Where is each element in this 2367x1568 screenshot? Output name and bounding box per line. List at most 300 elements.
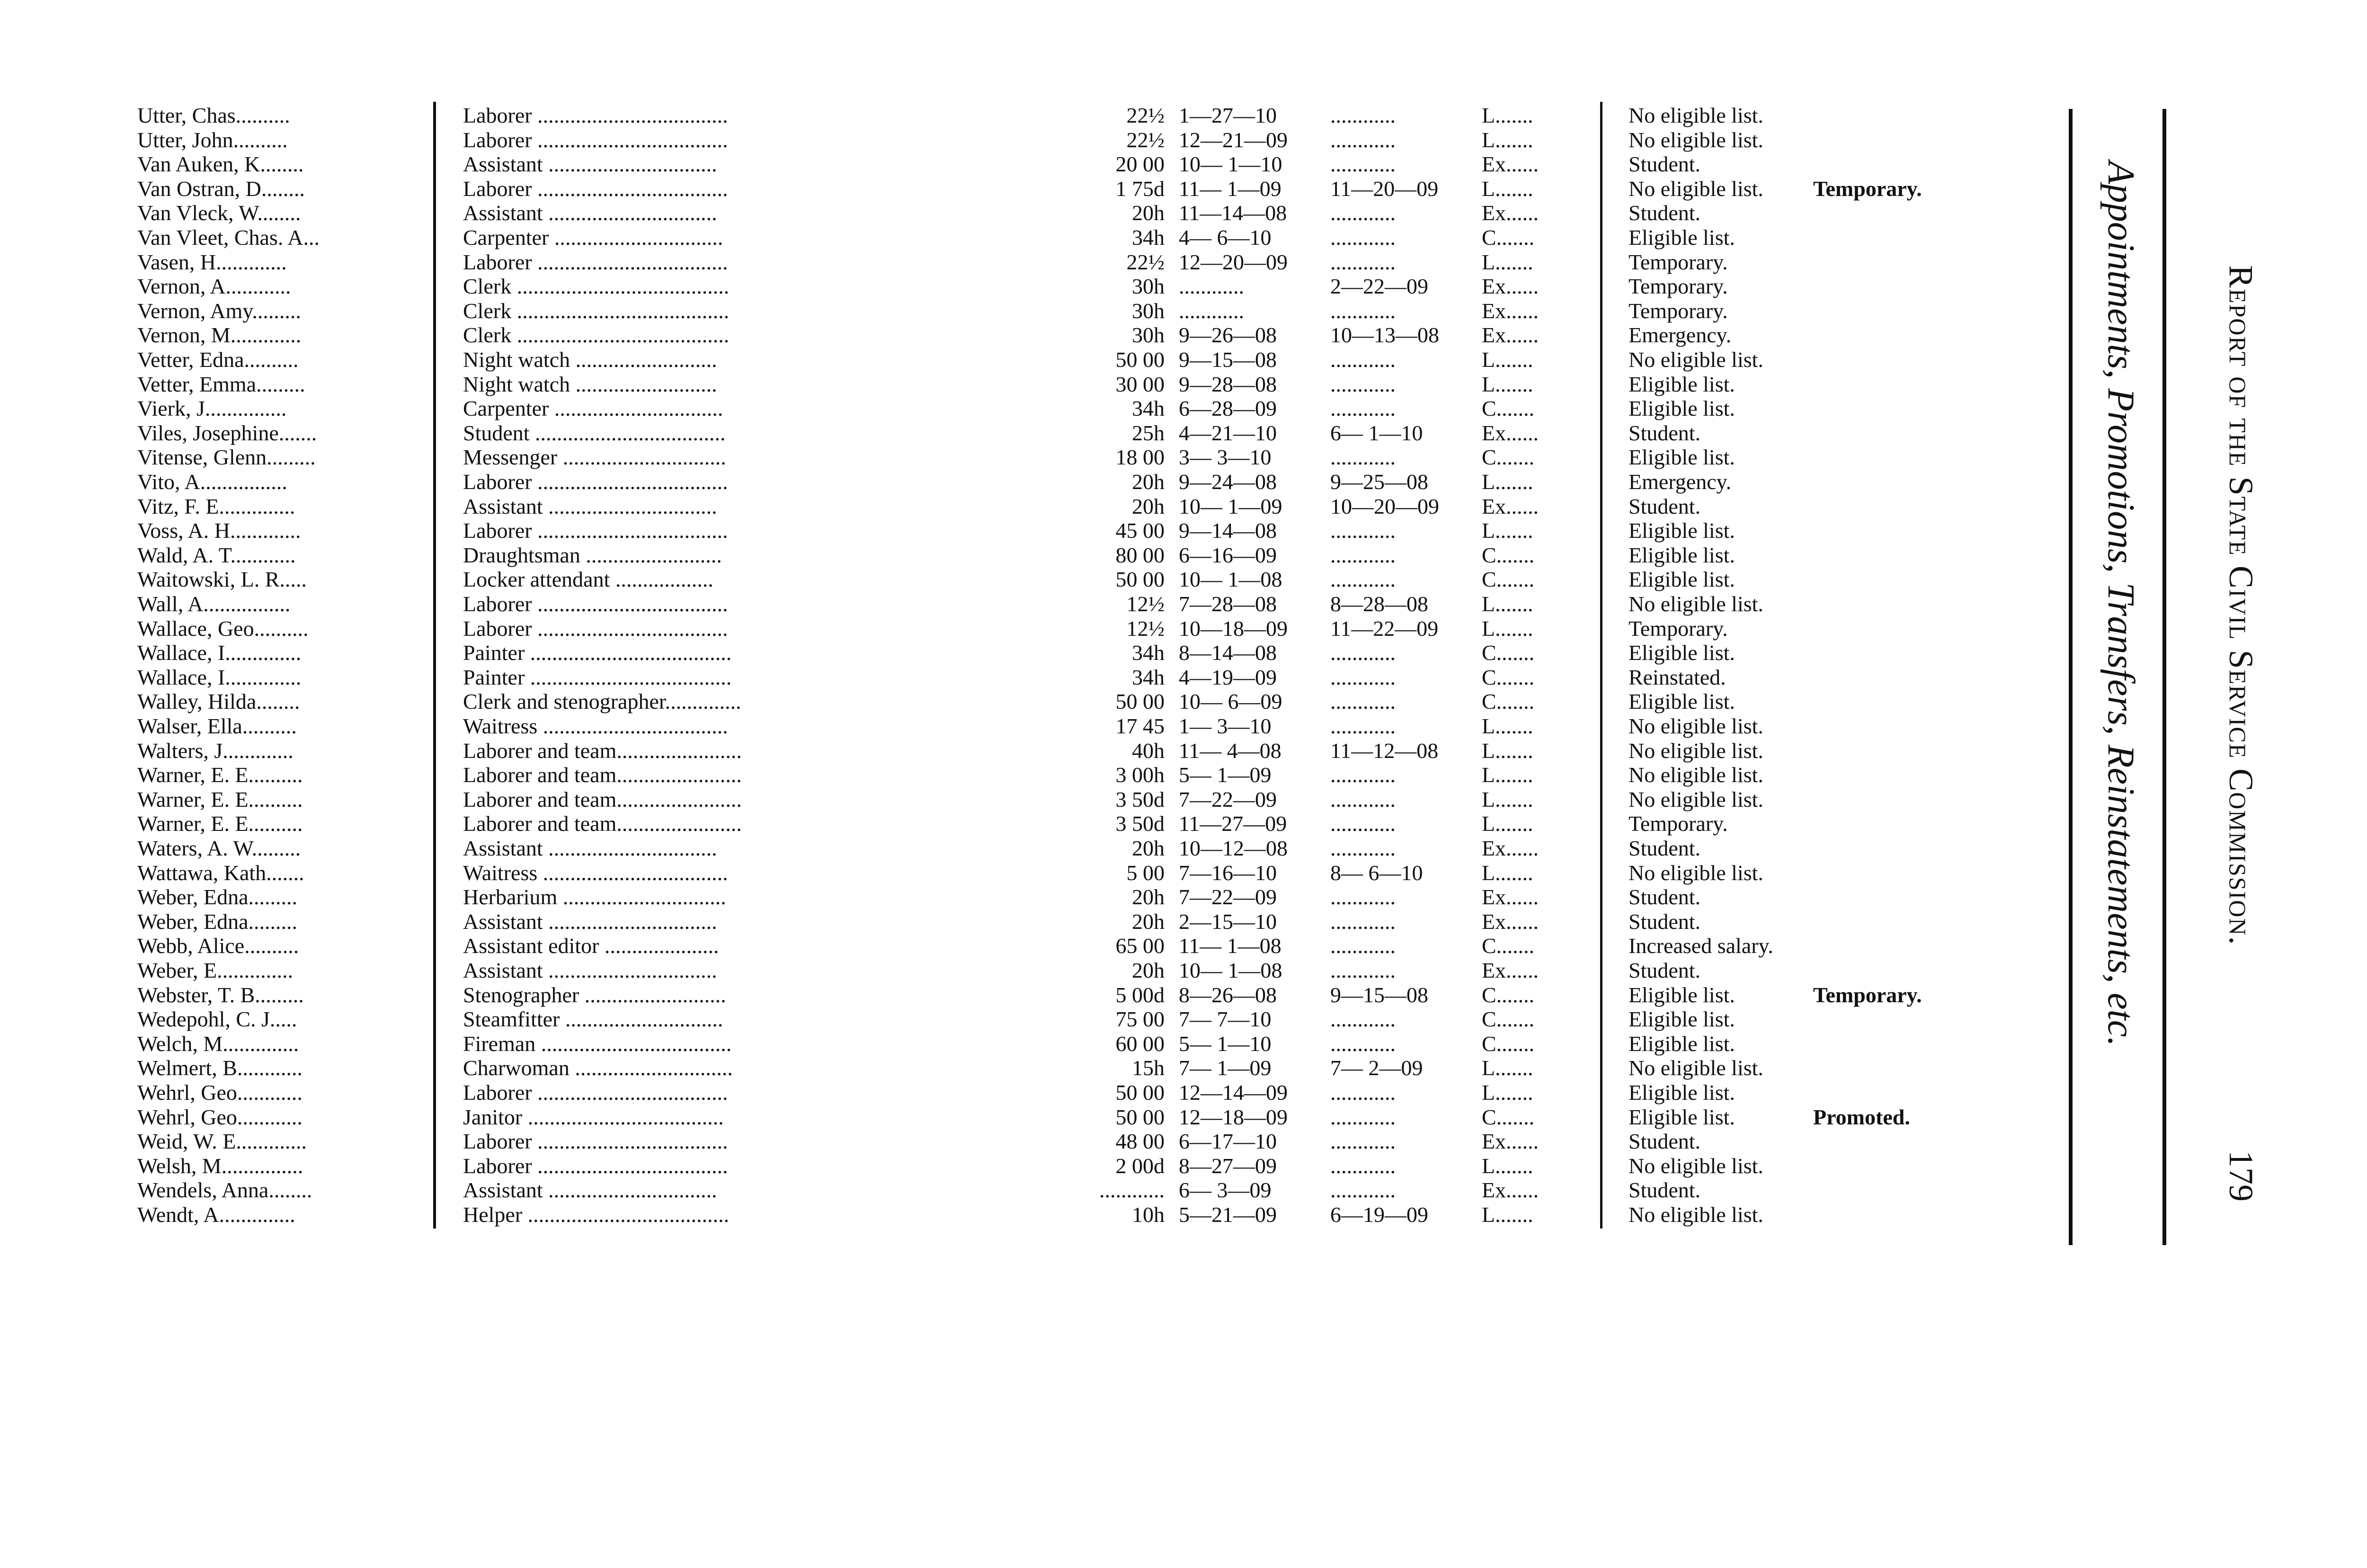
row-date-separated: ............ [1330,641,1396,665]
row-date-appointed: 6— 3—09 [1179,1178,1272,1203]
row-class-code: Ex...... [1482,420,1539,445]
row-remarks: Eligible list. [1628,1080,1735,1105]
row-date-separated: ............ [1330,787,1396,811]
page-number: 179 [2222,1150,2260,1202]
row-remarks: No eligible list. [1628,1153,1763,1178]
row-class-code: Ex...... [1482,836,1539,860]
row-date-separated: ............ [1330,201,1396,225]
row-remarks: Eligible list. [1628,641,1735,665]
row-name: Viles, Josephine....... [137,420,317,445]
row-name: Vito, A................ [137,470,287,494]
row-date-separated: ............ [1330,958,1396,982]
row-date-appointed: 8—14—08 [1179,641,1277,665]
row-salary: 20h [1132,494,1165,518]
row-position: Assistant ............................... [463,1178,717,1203]
row-class-code: Ex...... [1482,958,1539,982]
row-name: Wendt, A.............. [137,1203,295,1227]
row-name: Vernon, A............ [137,274,291,299]
row-salary: 12½ [1126,616,1165,641]
row-name: Welch, M.............. [137,1031,299,1056]
row-date-appointed: 1— 3—10 [1179,714,1272,738]
row-class-code: C....... [1482,543,1535,567]
row-salary: 10h [1132,1203,1165,1227]
row-class-code: L....... [1482,763,1533,787]
row-date-appointed: 12—21—09 [1179,127,1288,152]
row-class-code: Ex...... [1482,1178,1539,1203]
row-class-code: C....... [1482,934,1535,958]
row-position: Clerk ....................................... [463,274,730,299]
row-position: Painter ..................................... [463,641,732,665]
row-salary: 3 00h [1115,763,1165,787]
row-date-appointed: 10—18—09 [1179,616,1288,641]
row-class-code: C....... [1482,641,1535,665]
row-salary: 5 00 [1126,860,1165,885]
row-class-code: L....... [1482,103,1533,127]
row-date-appointed: 9—28—08 [1179,372,1277,396]
row-remarks: Student. [1628,885,1701,909]
row-date-separated: ............ [1330,543,1396,567]
row-name: Walters, J............. [137,738,294,763]
row-position: Charwoman ............................. [463,1056,733,1080]
row-date-appointed: 12—14—09 [1179,1080,1288,1105]
row-remarks: Emergency. [1628,470,1732,494]
row-date-appointed: 11—27—09 [1179,811,1287,836]
row-remarks-extra: Promoted. [1813,1105,1910,1129]
row-position: Clerk and stenographer.............. [463,689,741,714]
row-class-code: C....... [1482,1105,1535,1129]
row-remarks: Eligible list. [1628,225,1735,249]
row-remarks: Eligible list. [1628,689,1735,714]
row-position: Herbarium .............................. [463,885,726,909]
row-date-appointed: ............ [1179,298,1244,323]
row-remarks: Student. [1628,201,1701,225]
row-salary: 20 00 [1115,152,1165,177]
row-class-code: Ex...... [1482,152,1539,177]
row-position: Stenographer .......................... [463,982,726,1007]
row-salary: 22½ [1126,103,1165,127]
row-salary: 50 00 [1115,567,1165,592]
row-remarks: Eligible list. [1628,982,1735,1007]
row-remarks: Student. [1628,1129,1701,1154]
row-date-separated: ............ [1330,763,1396,787]
row-date-appointed: 7— 1—09 [1179,1056,1272,1080]
row-salary: 22½ [1126,127,1165,152]
row-remarks: No eligible list. [1628,1056,1763,1080]
row-name: Weber, E.............. [137,958,294,982]
row-remarks: Eligible list. [1628,445,1735,470]
row-name: Utter, Chas.......... [137,103,290,127]
row-class-code: L....... [1482,592,1533,616]
row-salary: 12½ [1126,592,1165,616]
row-salary: 22½ [1126,249,1165,274]
row-date-appointed: 7—28—08 [1179,592,1277,616]
row-date-separated: ............ [1330,1153,1396,1178]
row-date-appointed: 11— 1—09 [1179,176,1281,201]
row-salary: 34h [1132,396,1165,421]
row-date-appointed: 7—16—10 [1179,860,1277,885]
row-salary: 60 00 [1115,1031,1165,1056]
row-class-code: L....... [1482,372,1533,396]
row-name: Webb, Alice.......... [137,934,299,958]
row-remarks: Temporary. [1628,274,1728,299]
row-position: Assistant ............................... [463,958,717,982]
row-class-code: L....... [1482,860,1533,885]
row-name: Vernon, M............. [137,323,302,347]
row-position: Painter ..................................... [463,665,732,689]
row-position: Laborer ................................... [463,103,728,127]
row-class-code: L....... [1482,738,1533,763]
row-salary: 20h [1132,885,1165,909]
row-name: Weid, W. E............. [137,1129,307,1154]
row-salary: 50 00 [1115,689,1165,714]
row-name: Van Auken, K........ [137,152,304,177]
row-name: Weber, Edna......... [137,909,298,934]
row-date-separated: ............ [1330,1105,1396,1129]
row-class-code: L....... [1482,470,1533,494]
row-date-appointed: 12—20—09 [1179,249,1288,274]
row-date-separated: 9—15—08 [1330,982,1428,1007]
row-class-code: L....... [1482,127,1533,152]
row-date-separated: 9—25—08 [1330,470,1428,494]
row-date-appointed: 10— 1—08 [1179,958,1282,982]
row-date-separated: ............ [1330,811,1396,836]
row-position: Assistant ............................... [463,836,717,860]
row-date-appointed: 10— 6—09 [1179,689,1282,714]
row-name: Van Vleck, W........ [137,201,301,225]
row-date-appointed: 3— 3—10 [1179,445,1272,470]
row-name: Vierk, J............... [137,396,287,421]
row-class-code: Ex...... [1482,494,1539,518]
row-name: Vitense, Glenn......... [137,445,316,470]
row-position: Laborer ................................... [463,176,728,201]
row-remarks: No eligible list. [1628,763,1763,787]
row-name: Vernon, Amy......... [137,298,301,323]
row-date-appointed: 11— 1—08 [1179,934,1281,958]
row-name: Welsh, M............... [137,1153,303,1178]
row-name: Wehrl, Geo............ [137,1105,303,1129]
column-rule-names [433,102,436,1229]
row-salary: 50 00 [1115,347,1165,372]
row-remarks: Eligible list. [1628,396,1735,421]
row-name: Waters, A. W......... [137,836,301,860]
page-title: Report of the State Civil Service Commission. [2222,265,2260,946]
row-date-appointed: 11— 4—08 [1179,738,1281,763]
row-salary: 18 00 [1115,445,1165,470]
row-remarks-extra: Temporary. [1813,176,1922,201]
row-salary: ............ [1099,1178,1165,1203]
row-remarks: Eligible list. [1628,372,1735,396]
row-salary: 17 45 [1115,714,1165,738]
row-class-code: C....... [1482,225,1535,249]
row-remarks: Temporary. [1628,811,1728,836]
row-remarks: Student. [1628,420,1701,445]
row-position: Carpenter ............................... [463,225,723,249]
row-salary: 45 00 [1115,518,1165,543]
row-date-appointed: 11—14—08 [1179,201,1287,225]
row-date-appointed: 7— 7—10 [1179,1007,1272,1032]
row-remarks: Eligible list. [1628,567,1735,592]
header-rule-left [2069,109,2073,1245]
row-name: Wall, A................ [137,592,291,616]
row-position: Assistant ............................... [463,909,717,934]
row-date-separated: ............ [1330,225,1396,249]
row-position: Assistant ............................... [463,152,717,177]
row-name: Wallace, Geo.......... [137,616,309,641]
row-position: Laborer ................................... [463,1129,728,1154]
row-position: Helper ..................................... [463,1203,730,1227]
row-salary: 20h [1132,909,1165,934]
row-position: Assistant ............................... [463,494,717,518]
row-date-appointed: 5—21—09 [1179,1203,1277,1227]
row-position: Carpenter ............................... [463,396,723,421]
row-class-code: Ex...... [1482,201,1539,225]
row-remarks: Student. [1628,836,1701,860]
row-position: Student ................................... [463,420,726,445]
row-remarks: Eligible list. [1628,1031,1735,1056]
row-date-separated: ............ [1330,518,1396,543]
row-remarks: Temporary. [1628,298,1728,323]
row-date-appointed: 7—22—09 [1179,885,1277,909]
row-class-code: L....... [1482,249,1533,274]
row-name: Wald, A. T............ [137,543,296,567]
row-salary: 1 75d [1115,176,1165,201]
row-remarks: Eligible list. [1628,518,1735,543]
row-date-appointed: 10— 1—10 [1179,152,1282,177]
row-position: Waitress .................................. [463,860,728,885]
row-name: Wallace, I.............. [137,641,302,665]
row-date-appointed: ............ [1179,274,1244,299]
row-date-appointed: 1—27—10 [1179,103,1277,127]
row-salary: 20h [1132,958,1165,982]
row-position: Laborer ................................... [463,518,728,543]
row-position: Night watch .......................... [463,372,717,396]
row-remarks: No eligible list. [1628,103,1763,127]
row-name: Vetter, Emma......... [137,372,305,396]
row-name: Walley, Hilda........ [137,689,300,714]
row-class-code: Ex...... [1482,909,1539,934]
row-date-appointed: 2—15—10 [1179,909,1277,934]
row-position: Clerk ....................................... [463,298,730,323]
row-date-separated: ............ [1330,103,1396,127]
row-salary: 25h [1132,420,1165,445]
row-name: Vitz, F. E.............. [137,494,295,518]
row-remarks: Student. [1628,958,1701,982]
row-date-appointed: 9—15—08 [1179,347,1277,372]
row-class-code: L....... [1482,811,1533,836]
row-class-code: L....... [1482,1056,1533,1080]
row-class-code: C....... [1482,445,1535,470]
row-position: Night watch .......................... [463,347,717,372]
row-remarks: Temporary. [1628,249,1728,274]
row-date-separated: 8—28—08 [1330,592,1428,616]
row-class-code: Ex...... [1482,1129,1539,1154]
row-name: Vetter, Edna.......... [137,347,299,372]
row-date-appointed: 10— 1—09 [1179,494,1282,518]
row-position: Fireman ................................... [463,1031,732,1056]
row-date-appointed: 4— 6—10 [1179,225,1272,249]
row-remarks: Student. [1628,1178,1701,1203]
row-position: Laborer ................................... [463,249,728,274]
row-position: Clerk ....................................... [463,323,730,347]
row-name: Voss, A. H............. [137,518,301,543]
row-name: Wattawa, Kath....... [137,860,304,885]
row-remarks: Eligible list. [1628,1007,1735,1032]
row-salary: 15h [1132,1056,1165,1080]
row-position: Laborer and team....................... [463,738,742,763]
row-date-separated: ............ [1330,885,1396,909]
row-class-code: C....... [1482,665,1535,689]
row-salary: 3 50d [1115,811,1165,836]
row-class-code: L....... [1482,787,1533,811]
row-remarks: No eligible list. [1628,714,1763,738]
row-name: Welmert, B............ [137,1056,303,1080]
row-salary: 50 00 [1115,1080,1165,1105]
row-date-separated: ............ [1330,909,1396,934]
row-date-separated: 10—13—08 [1330,323,1439,347]
row-date-separated: ............ [1330,372,1396,396]
row-remarks: Reinstated. [1628,665,1726,689]
row-date-separated: ............ [1330,298,1396,323]
row-salary: 5 00d [1115,982,1165,1007]
row-remarks: No eligible list. [1628,1203,1763,1227]
row-salary: 34h [1132,225,1165,249]
row-position: Locker attendant .................. [463,567,713,592]
row-remarks: Temporary. [1628,616,1728,641]
row-class-code: L....... [1482,347,1533,372]
row-salary: 40h [1132,738,1165,763]
row-salary: 30 00 [1115,372,1165,396]
row-date-separated: ............ [1330,836,1396,860]
row-salary: 80 00 [1115,543,1165,567]
row-position: Draughtsman ......................... [463,543,722,567]
row-date-appointed: 7—22—09 [1179,787,1277,811]
row-date-appointed: 8—27—09 [1179,1153,1277,1178]
row-name: Van Ostran, D........ [137,176,305,201]
row-date-separated: ............ [1330,152,1396,177]
row-remarks: Student. [1628,152,1701,177]
row-date-separated: 11—12—08 [1330,738,1439,763]
row-position: Laborer and team....................... [463,787,742,811]
row-name: Webster, T. B......... [137,982,304,1007]
row-salary: 48 00 [1115,1129,1165,1154]
row-date-separated: ............ [1330,1007,1396,1032]
row-class-code: Ex...... [1482,274,1539,299]
row-date-separated: ............ [1330,689,1396,714]
row-date-appointed: 5— 1—09 [1179,763,1272,787]
row-class-code: L....... [1482,1153,1533,1178]
row-salary: 30h [1132,298,1165,323]
row-date-appointed: 9—26—08 [1179,323,1277,347]
row-position: Waitress .................................. [463,714,728,738]
row-name: Waitowski, L. R..... [137,567,307,592]
row-date-appointed: 8—26—08 [1179,982,1277,1007]
row-class-code: C....... [1482,567,1535,592]
row-date-appointed: 4—19—09 [1179,665,1277,689]
row-date-separated: ............ [1330,127,1396,152]
row-position: Laborer ................................... [463,470,728,494]
row-name: Wendels, Anna........ [137,1178,312,1203]
row-name: Warner, E. E.......... [137,787,303,811]
row-remarks: Student. [1628,909,1701,934]
row-date-separated: 11—20—09 [1330,176,1439,201]
row-date-separated: ............ [1330,1178,1396,1203]
row-position: Laborer and team....................... [463,811,742,836]
row-salary: 30h [1132,323,1165,347]
row-date-separated: ............ [1330,714,1396,738]
row-position: Janitor .................................... [463,1105,724,1129]
row-position: Steamfitter ............................. [463,1007,723,1032]
row-salary: 20h [1132,201,1165,225]
row-salary: 3 50d [1115,787,1165,811]
row-date-separated: 10—20—09 [1330,494,1439,518]
row-salary: 75 00 [1115,1007,1165,1032]
row-date-appointed: 12—18—09 [1179,1105,1288,1129]
row-class-code: C....... [1482,396,1535,421]
row-position: Assistant ............................... [463,201,717,225]
row-remarks: No eligible list. [1628,787,1763,811]
row-salary: 65 00 [1115,934,1165,958]
row-date-separated: ............ [1330,347,1396,372]
row-date-appointed: 10— 1—08 [1179,567,1282,592]
row-remarks: No eligible list. [1628,860,1763,885]
row-date-separated: ............ [1330,1129,1396,1154]
row-position: Assistant editor ..................... [463,934,719,958]
row-name: Utter, John.......... [137,127,288,152]
row-remarks: No eligible list. [1628,176,1763,201]
row-class-code: L....... [1482,518,1533,543]
row-class-code: C....... [1482,1007,1535,1032]
row-date-separated: 11—22—09 [1330,616,1439,641]
row-name: Wedepohl, C. J..... [137,1007,297,1032]
row-name: Walser, Ella.......... [137,714,297,738]
row-date-separated: ............ [1330,445,1396,470]
row-date-appointed: 10—12—08 [1179,836,1288,860]
row-remarks: No eligible list. [1628,127,1763,152]
row-salary: 34h [1132,665,1165,689]
row-class-code: L....... [1482,176,1533,201]
row-date-appointed: 9—24—08 [1179,470,1277,494]
row-remarks: No eligible list. [1628,592,1763,616]
row-position: Laborer and team....................... [463,763,742,787]
row-class-code: Ex...... [1482,323,1539,347]
row-date-separated: ............ [1330,567,1396,592]
row-name: Wallace, I.............. [137,665,302,689]
row-date-separated: 6—19—09 [1330,1203,1428,1227]
row-date-appointed: 5— 1—10 [1179,1031,1272,1056]
row-remarks: Eligible list. [1628,543,1735,567]
header-rule-right [2162,109,2166,1245]
row-remarks: Increased salary. [1628,934,1774,958]
row-date-appointed: 6—16—09 [1179,543,1277,567]
row-name: Vasen, H............. [137,249,287,274]
row-name: Wehrl, Geo............ [137,1080,303,1105]
row-class-code: C....... [1482,1031,1535,1056]
row-date-appointed: 9—14—08 [1179,518,1277,543]
row-salary: 20h [1132,836,1165,860]
row-class-code: L....... [1482,616,1533,641]
row-salary: 30h [1132,274,1165,299]
row-date-separated: ............ [1330,1080,1396,1105]
row-salary: 50 00 [1115,1105,1165,1129]
row-position: Laborer ................................... [463,616,728,641]
row-name: Van Vleet, Chas. A... [137,225,320,249]
row-remarks: Student. [1628,494,1701,518]
column-rule-remarks [1600,102,1602,1229]
row-salary: 2 00d [1115,1153,1165,1178]
row-class-code: C....... [1482,982,1535,1007]
row-class-code: Ex...... [1482,885,1539,909]
row-date-separated: 7— 2—09 [1330,1056,1423,1080]
